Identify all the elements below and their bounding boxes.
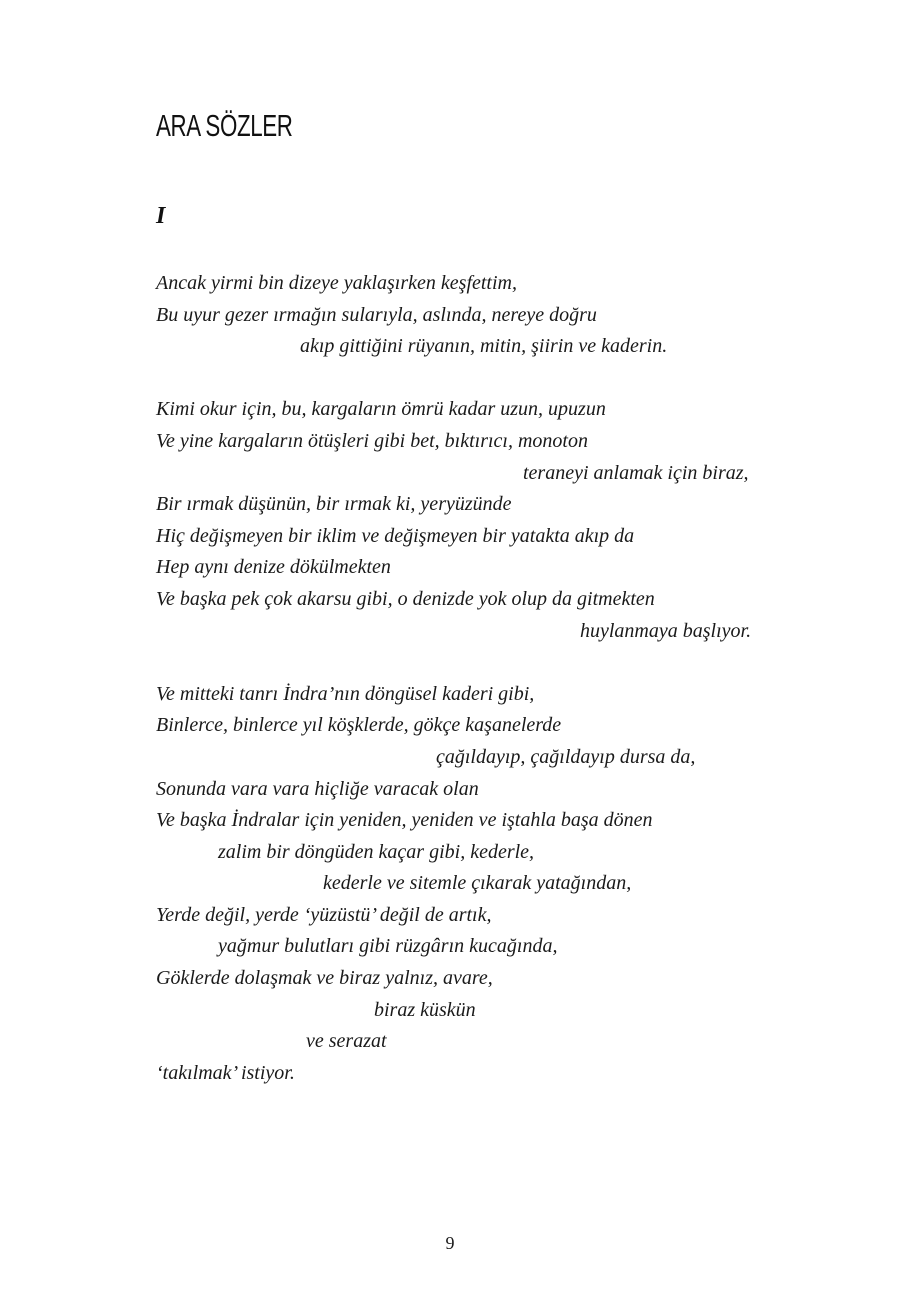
- poem-line: Göklerde dolaşmak ve biraz yalnız, avare,: [156, 967, 493, 990]
- stanza-3: [156, 679, 796, 1090]
- poem-line: huylanmaya başlıyor.: [580, 619, 752, 642]
- section-number: I: [156, 203, 166, 229]
- poem-line: teraneyi anlamak için biraz,: [523, 461, 749, 484]
- poem-line: Bu uyur gezer ırmağın sularıyla, aslında, nereye doğru: [156, 303, 597, 326]
- poem-line: Ve mitteki tanrı İndra’nın döngüsel kaderi gibi,: [156, 682, 535, 705]
- poem: [156, 268, 796, 1089]
- page-number: 9: [445, 1233, 455, 1253]
- poem-line: biraz küskün: [374, 998, 476, 1021]
- page-title: ARA SÖZLER: [156, 108, 293, 143]
- poem-line: Kimi okur için, bu, kargaların ömrü kadar uzun, upuzun: [156, 398, 606, 421]
- poem-line: Sonunda vara vara hiçliğe varacak olan: [156, 777, 479, 800]
- poem-line: Ve yine kargaların ötüşleri gibi bet, bıktırıcı, monoton: [156, 429, 588, 452]
- poem-line: Bir ırmak düşünün, bir ırmak ki, yeryüzünde: [156, 493, 512, 516]
- poem-line: ‘takılmak’ istiyor.: [156, 1061, 295, 1084]
- poem-line: çağıldayıp, çağıldayıp dursa da,: [436, 745, 696, 768]
- poem-line: Binlerce, binlerce yıl köşklerde, gökçe kaşanelerde: [156, 714, 562, 737]
- poem-line: yağmur bulutları gibi rüzgârın kucağında,: [218, 935, 558, 958]
- poem-line: Ancak yirmi bin dizeye yaklaşırken keşfettim,: [156, 272, 517, 294]
- poem-line: akıp gittiğini rüyanın, mitin, şiirin ve kaderin.: [300, 335, 668, 358]
- poem-line: Ve başka İndralar için yeniden, yeniden ve iştahla başa dönen: [156, 809, 653, 832]
- poem-line: kederle ve sitemle çıkarak yatağından,: [323, 872, 632, 895]
- stanza-gap: [156, 363, 796, 395]
- poem-line: Ve başka pek çok akarsu gibi, o denizde yok olup da gitmekten: [156, 587, 655, 610]
- stanza-gap: [156, 647, 796, 679]
- poem-line: zalim bir döngüden kaçar gibi, kederle,: [218, 840, 535, 863]
- poem-line: Hiç değişmeyen bir iklim ve değişmeyen bir yatakta akıp da: [156, 524, 635, 547]
- poem-line: Yerde değil, yerde ‘yüzüstü’ değil de artık,: [156, 903, 492, 926]
- poem-line: ve serazat: [306, 1030, 387, 1053]
- stanza-2: [156, 394, 796, 647]
- stanza-1: [156, 268, 796, 363]
- poem-line: Hep aynı denize dökülmekten: [156, 556, 391, 579]
